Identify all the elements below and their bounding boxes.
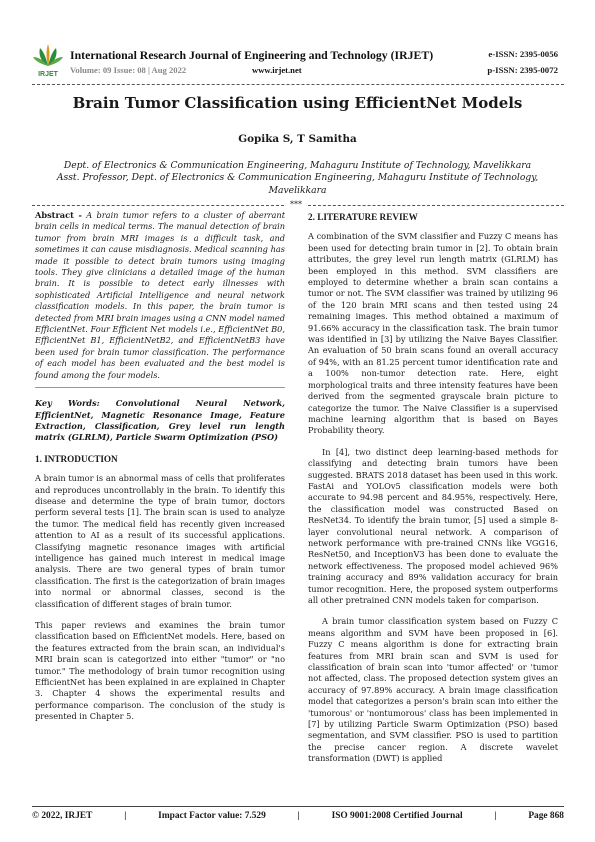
e-issn: e-ISSN: 2395-0056 [488,49,558,59]
section-heading-literature-review: 2. LITERATURE REVIEW [308,212,418,222]
abstract-lead: Abstract - [35,210,82,220]
footer-page-number: Page 868 [528,811,564,821]
literature-paragraph: A brain tumor classification system based on Fuzzy C means algorithm and SVM have been proposed in [6]. Fuzzy C means algorithm is done for extracting brain features from MRI brain scan and SVM is used for classification of brain scan into 'tumor affected' or 'tumor not affected, class. The proposed detection system gives an accuracy of 97.89% accuracy. A brain image classification model that categorizes a person's brain scan into either the 'tumorous' or 'nontumorous' class has been implemented in [7] by utilizing Particle Swarm Optimization (PSO) based segmentation, and SVM classifier. PSO is used to partition the precise cancer region. A discrete wavelet transformation (DWT) is applied [308,616,558,764]
header-divider [32,84,564,85]
footer-copyright: © 2022, IRJET [32,811,93,821]
literature-paragraph: In [4], two distinct deep learning-based methods for classifying and detecting brain tumors have been suggested. BRATS 2018 dataset has been used in this work. FastAi and YOLOv5 classification models were both accurate to 94.98 percent and 84.95%, respectively. Here, the classification model was constructed Based on ResNet34. To identify the brain tumor, [5] used a simple 8-layer convolutional neural network. A comparison of network performance with pre-trained CNNs like VGG16, ResNet50, and InceptionV3 has been done to evaluate the network effectiveness. The proposed model achieved 96% training accuracy and 89% validation accuracy for brain tumor recognition. Here, the proposed system outperforms all other pretrained CNN models taken for comparison. [308,446,558,605]
paper-authors: Gopika S, T Samitha [238,133,357,145]
page-footer [32,806,564,821]
irjet-logo-icon [32,42,64,78]
logo-wordmark: IRJET [38,71,58,78]
footer-separator: | [297,811,300,821]
footer-impact-factor: Impact Factor value: 7.529 [158,811,266,821]
affiliation-line: Mavelikkara [268,184,327,196]
affiliation-line: Dept. of Electronics & Communication Engineering, Mahaguru Institute of Technology, Mavelikkara [63,160,532,171]
footer-separator: | [124,811,127,821]
p-issn: p-ISSN: 2395-0072 [487,65,558,75]
left-column [35,210,285,733]
journal-url[interactable]: www.irjet.net [252,65,302,75]
abstract-text: A brain tumor refers to a cluster of aberrant brain cells in medical terms. The manual detection of brain tumor from brain MRI images is a difficult task, and sometimes it can cause misdiagnosis. Medical scanning has made it possible to detect brain tumors using imaging tools. They give clinicians a detailed image of the human brain. It is possible to detect early illnesses with sophisticated Artificial Intelligence and neural network classification models. In this paper, the brain tumor is detected from MRI brain images using a CNN model named EfficientNet. Four Efficient Net models i.e., EfficientNet B0, EfficientNet B1, EfficientNetB2, and EfficientNetB3 have been used for brain tumor classification. The performance of each model has been evaluated and the best model is found among the four models. [35,210,285,380]
abstract [35,210,285,388]
keywords-lead: Key Words: [35,398,100,409]
section-heading-introduction: 1. INTRODUCTION [35,453,118,464]
affiliation-line: Asst. Professor, Dept. of Electronics & Communication Engineering, Mahaguru Institute of Technology, [56,172,539,184]
intro-paragraph: This paper reviews and examines the brain tumor classification based on EfficientNet models. Here, based on the features extracted from the brain scan, an individual's MRI brain scan is categorized into either "tumor" or "no tumor." The methodology of brain tumor recognition using EfficientNet has been explained in are explained in Chapter 3. Chapter 4 shows the experimental results and performance comparison. The conclusion of the study is presented in Chapter 5. [35,620,285,722]
section-separator [32,201,564,209]
right-column [308,210,558,775]
volume-issue: Volume: 09 Issue: 08 | Aug 2022 [70,65,187,75]
footer-iso: ISO 9001:2008 Certified Journal [331,811,463,821]
keywords-text: Convolutional Neural Network, EfficientNet, Magnetic Resonance Image, Feature Extraction, Classification, Grey level run length matrix (GLRLM), Particle Swarm Optimization (PSO) [35,398,285,443]
journal-header [32,42,564,82]
literature-paragraph: A combination of the SVM classifier and Fuzzy C means has been used for detecting brain tumor in [2]. To obtain brain attributes, the grey level run length matrix (GLRLM) has been employed in this method. SVM classifiers are employed to determine whether a brain scan contains a tumor or not. The SVM classifier was trained by utilizing 96 of the 120 brain MRI scans and then tested using 24 remaining images. This method obtained a maximum of 91.66% accuracy in the classification task. The brain tumor was identified in [3] by utilizing the Naive Bayes Classifier. An evaluation of 50 brain scans found an overall accuracy of 94%, with an 81.25 percent tumor identification rate and a 100% non-tumor detection rate. Here, eight morphological traits and three intensity features have been derived from the segmented grayscale brain picture to categorize the tumor. The Naive Classifier is a supervised machine learning algorithm that is based on Bayes Probability theory. [308,231,558,436]
intro-paragraph: A brain tumor is an abnormal mass of cells that proliferates and reproduces uncontrollably in the brain. To identify this disease and determine the type of brain tumor, doctors perform several tests [1]. The brain scan is used to analyze the tumor. The medical field has recently given increased attention to AI as a result of its successful applications. Classifying magnetic resonance images with artificial intelligence has gained much interest in medical image analysis. There are two general types of brain tumor classification. The first is the categorization of brain images into normal or abnormal classes, second is the classification of different stages of brain tumor. [35,473,285,609]
separator-stars: *** [290,200,302,209]
keywords [35,398,285,444]
affiliations [40,160,555,197]
footer-separator: | [494,811,497,821]
paper-title: Brain Tumor Classification using EfficientNet Models [72,94,523,112]
journal-title: International Research Journal of Engineering and Technology (IRJET) [70,48,434,62]
